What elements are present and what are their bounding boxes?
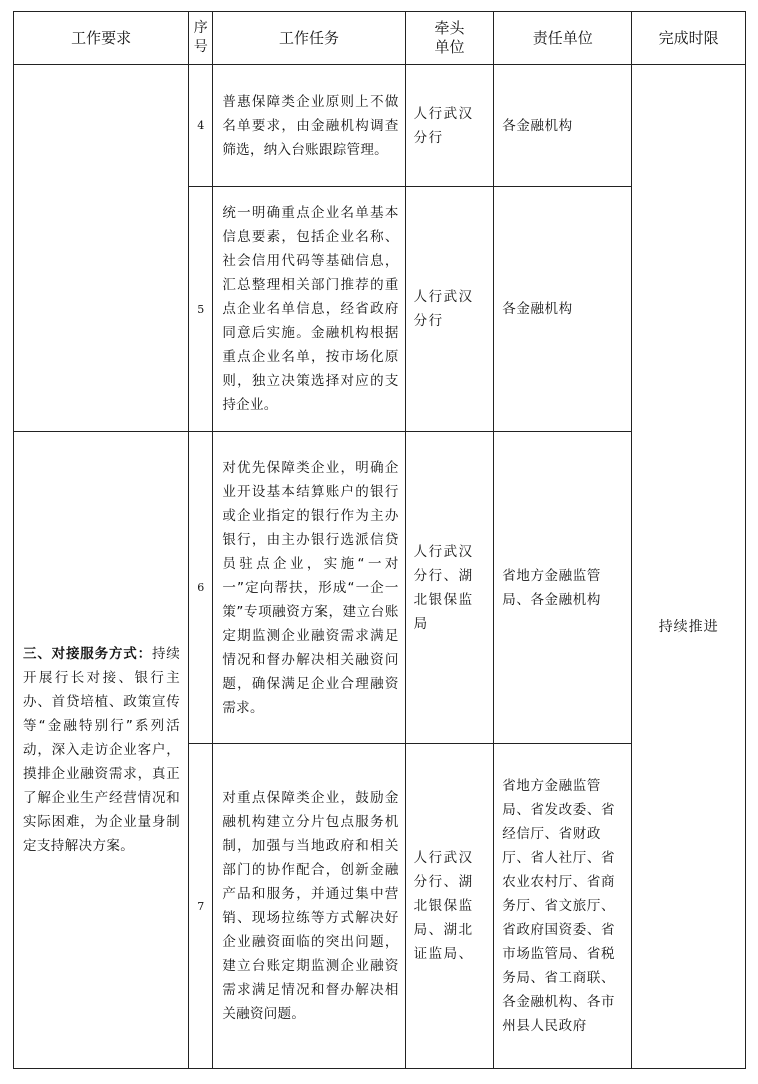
row-task: 普惠保障类企业原则上不做名单要求，由金融机构调查筛选，纳入台账跟踪管理。 — [213, 65, 405, 187]
requirement-body: 持续开展行长对接、银行主办、首贷培植、政策宣传等“金融特别行”系列活动，深入走访企业客户，摸排企业融资需求，真正了解企业生产经营情况和实际困难，为企业量身制定支持解决方案。 — [23, 646, 181, 854]
header-requirement: 工作要求 — [14, 12, 189, 65]
header-task: 工作任务 — [213, 12, 405, 65]
row-lead-unit: 人行武汉分行 — [405, 187, 494, 432]
requirement-cell-empty — [14, 65, 189, 432]
row-responsible-unit: 各金融机构 — [494, 65, 632, 187]
header-deadline: 完成时限 — [632, 12, 746, 65]
table-row — [14, 65, 746, 187]
row-lead-unit: 人行武汉分行、湖北银保监局、湖北证监局、 — [405, 744, 494, 1069]
deadline-text: 持续推进 — [658, 618, 719, 635]
row-task: 统一明确重点企业名单基本信息要素，包括企业名称、社会信用代码等基础信息，汇总整理相关部门推荐的重点企业名单信息，经省政府同意后实施。金融机构根据重点企业名单，按市场化原则，独立决策选择对应的支持企业。 — [213, 187, 405, 432]
row-lead-unit: 人行武汉分行 — [405, 65, 494, 187]
header-seq: 序 号 — [189, 12, 213, 65]
row-seq: 4 — [189, 65, 213, 187]
row-seq: 6 — [189, 432, 213, 744]
row-seq: 5 — [189, 187, 213, 432]
row-responsible-unit: 各金融机构 — [494, 187, 632, 432]
requirement-title: 三、对接服务方式： — [23, 646, 152, 662]
work-plan-table — [13, 11, 746, 1069]
requirement-cell — [14, 432, 189, 1069]
row-responsible-unit: 省地方金融监管局、省发改委、省经信厅、省财政厅、省人社厅、省农业农村厅、省商务厅、省文旅厅、省政府国资委、省市场监管局、省税务局、省工商联、各金融机构、各市州县人民政府 — [494, 744, 632, 1069]
row-task: 对优先保障类企业，明确企业开设基本结算账户的银行或企业指定的银行作为主办银行，由主办银行选派信贷员驻点企业，实施“一对一”定向帮扶，形成“一企一策”专项融资方案，建立台账定期监测企业融资需求满足情况和督办解决相关融资问题，确保满足企业合理融资需求。 — [213, 432, 405, 744]
table-header-row — [14, 12, 746, 65]
row-responsible-unit: 省地方金融监管局、各金融机构 — [494, 432, 632, 744]
header-responsible: 责任单位 — [494, 12, 632, 65]
deadline-cell — [632, 65, 746, 1069]
header-lead: 牵头 单位 — [405, 12, 494, 65]
row-lead-unit: 人行武汉分行、湖北银保监局 — [405, 432, 494, 744]
row-seq: 7 — [189, 744, 213, 1069]
row-task: 对重点保障类企业，鼓励金融机构建立分片包点服务机制，加强与当地政府和相关部门的协作配合，创新金融产品和服务，并通过集中营销、现场拉练等方式解决好企业融资面临的突出问题，建立台账定期监测企业融资需求满足情况和督办解决相关融资问题。 — [213, 744, 405, 1069]
